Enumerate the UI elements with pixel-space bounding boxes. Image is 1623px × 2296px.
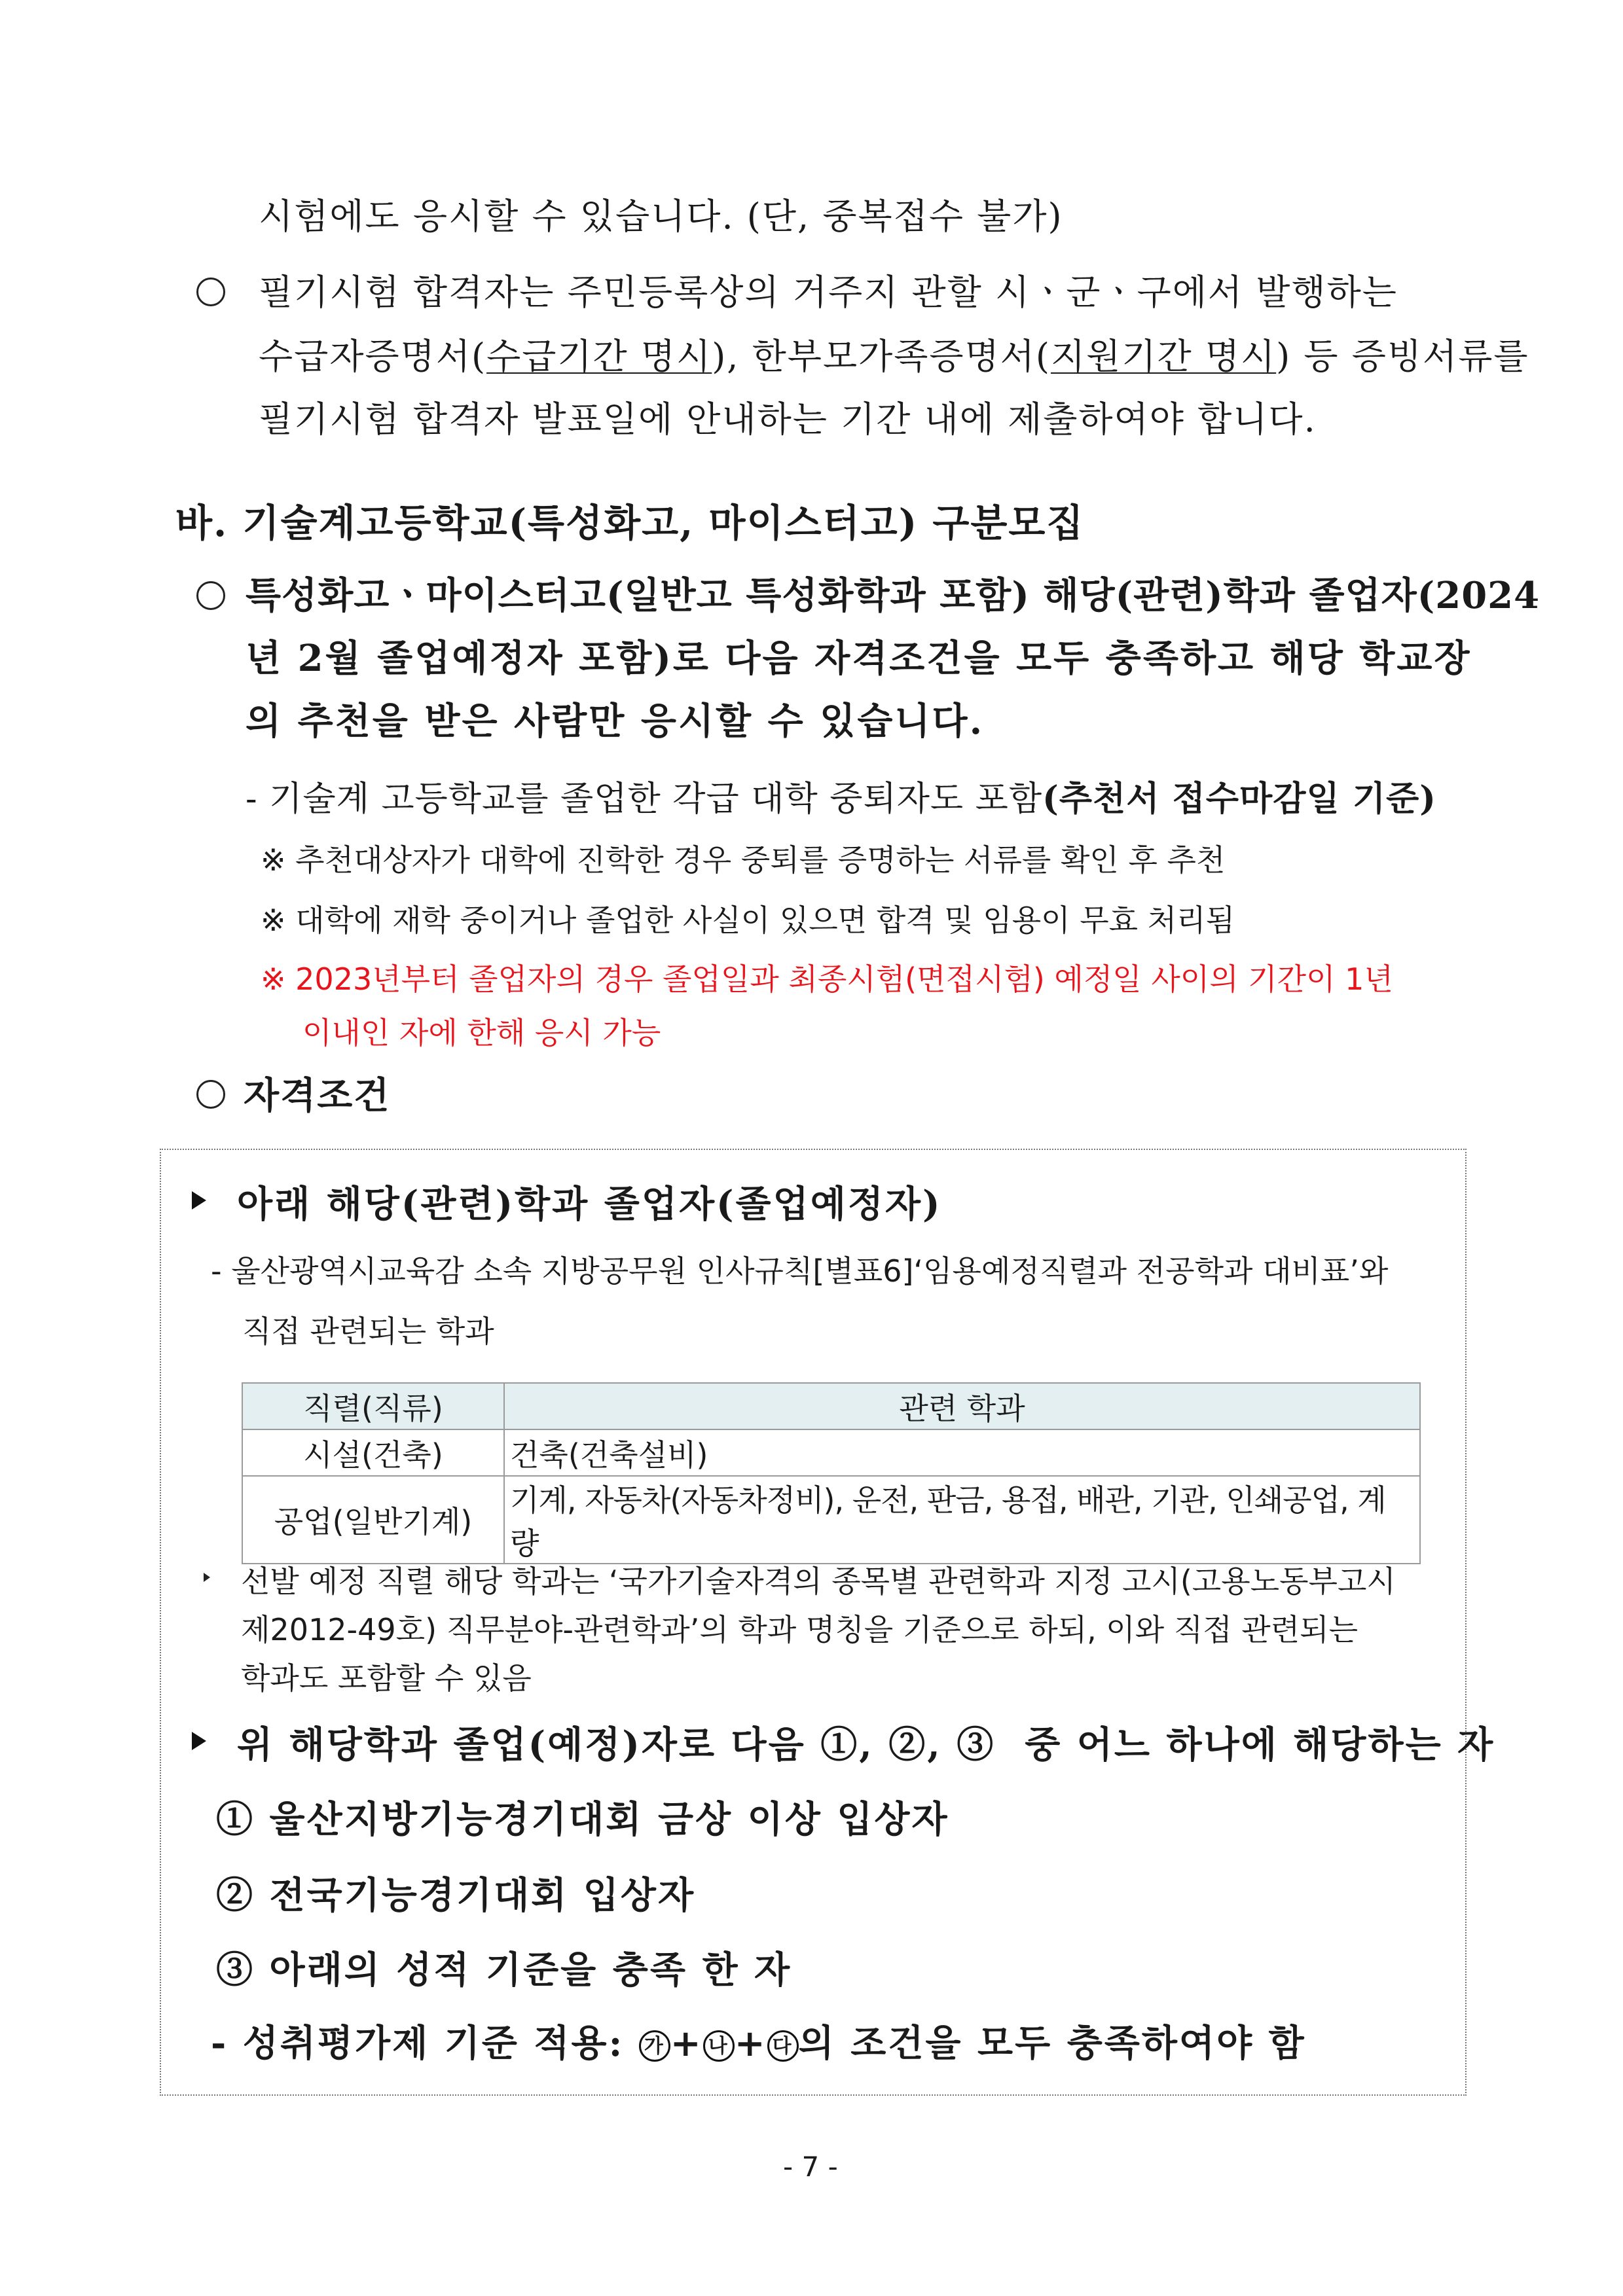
major-table (242, 1382, 1421, 1564)
circled-number-2: ② (888, 1723, 928, 1767)
circled-letter-ga: 가 (639, 2030, 670, 2062)
bullet1-line2 (259, 329, 1529, 379)
hollow-circle-bullet-icon (196, 581, 225, 610)
condition-3-mark: ③ (216, 1948, 255, 1992)
page-number: - 7 - (783, 2151, 838, 2183)
box-item2-heading-b: 중 어느 하나에 해당하는 자 (1025, 1723, 1495, 1767)
bullet1-line2-c: ) 등 증빙서류를 (1276, 336, 1529, 377)
table-cell: 건축(건축설비) (504, 1429, 1420, 1476)
final-line: - 성취평가제 기준 적용: 가 + 나 + 다 의 조건을 모두 충족하여야 함 (211, 2022, 1306, 2065)
ba-note-3-line1: ※ 2023년부터 졸업자의 경우 졸업일과 최종시험(면접시험) 예정일 사이의 기간이 1년 (261, 961, 1393, 997)
ba-dash-bold-text: (추천서 접수마감일 기준) (1042, 779, 1436, 819)
box-item1-heading: 아래 해당(관련)학과 졸업자(졸업예정자) (237, 1183, 942, 1226)
condition-1-mark: ① (216, 1798, 255, 1841)
table-header-cell: 관련 학과 (504, 1383, 1420, 1429)
final-line-b: 의 조건을 모두 충족하여야 함 (798, 2022, 1306, 2065)
box-note-line3: 학과도 포함할 수 있음 (241, 1660, 532, 1696)
table-header-cell: 직렬(직류) (242, 1383, 504, 1429)
box-item2-heading-a: 위 해당학과 졸업(예정)자로 다음 (237, 1723, 806, 1767)
ba-note-1: ※ 추천대상자가 대학에 진학한 경우 중퇴를 증명하는 서류를 확인 후 추천 (261, 842, 1226, 878)
bullet1-underline-1: 수급기간 명시 (486, 336, 712, 377)
ba-note-2: ※ 대학에 재학 중이거나 졸업한 사실이 있으면 합격 및 임용이 무효 처리됨 (261, 903, 1235, 938)
table-cell: 공업(일반기계) (242, 1476, 504, 1564)
intro-line: 시험에도 응시할 수 있습니다. (단, 중복접수 불가) (259, 196, 1063, 237)
table-row (242, 1476, 1420, 1564)
condition-3-text: 아래의 성적 기준을 충족 한 자 (269, 1948, 792, 1992)
qualification-heading: 자격조건 (244, 1074, 391, 1117)
bullet1-line2-b: ), 한부모가족증명서( (712, 336, 1051, 377)
final-line-a: - 성취평가제 기준 적용: (211, 2022, 625, 2065)
table-cell: 시설(건축) (242, 1429, 504, 1476)
condition-2-mark: ② (216, 1874, 255, 1917)
bullet1-line1 (259, 264, 1476, 315)
circled-number-3: ③ (957, 1723, 996, 1767)
bullet1-underline-2: 지원기간 명시 (1051, 336, 1277, 377)
circled-letter-da: 다 (767, 2030, 799, 2062)
table-header-row (242, 1383, 1420, 1429)
table-row (242, 1429, 1420, 1476)
bullet1-line3: 필기시험 합격자 발표일에 안내하는 기간 내에 제출하여야 합니다. (259, 399, 1317, 440)
table-cell: 기계, 자동차(자동차정비), 운전, 판금, 용접, 배관, 기관, 인쇄공업, 계량 (504, 1476, 1420, 1564)
hollow-circle-bullet-icon (196, 278, 225, 306)
ba-note-3-line2: 이내인 자에 한해 응시 가능 (302, 1015, 661, 1050)
ba-bullet-line3: 의 추천을 받은 사람만 응시할 수 있습니다. (246, 700, 985, 743)
box-note-line1: 선발 예정 직렬 해당 학과는 ‘국가기술자격의 종목별 관련학과 지정 고시(고용노동부고시 (241, 1564, 1396, 1599)
condition-1 (216, 1791, 949, 1843)
ba-bullet-line1: 특성화고ㆍ마이스터고(일반고 특성화학과 포함) 해당(관련)학과 졸업자(2024 (246, 574, 1541, 617)
section-heading-ba: 바. 기술계고등학교(특성화고, 마이스터고) 구분모집 (175, 501, 1085, 545)
ba-dash-line (246, 771, 1436, 820)
box-item1-desc-line2: 직접 관련되는 학과 (242, 1314, 494, 1349)
condition-3 (216, 1941, 792, 1994)
ba-dash-text: - 기술계 고등학교를 졸업한 각급 대학 중퇴자도 포함 (246, 780, 1043, 819)
small-triangle-bullet-icon (204, 1573, 210, 1582)
circled-letter-na: 나 (703, 2030, 735, 2062)
box-item1-desc-line1: - 울산광역시교육감 소속 지방공무원 인사규칙[별표6]‘임용예정직렬과 전공학과 대비표’와 (211, 1253, 1389, 1289)
ba-bullet-line2: 년 2월 졸업예정자 포함)로 다음 자격조건을 모두 충족하고 해당 학교장 (246, 637, 1472, 680)
box-note-line2: 제2012-49호) 직무분야-관련학과’의 학과 명칭을 기준으로 하되, 이와 직접 관련되는 (241, 1612, 1359, 1647)
hollow-circle-bullet-icon (196, 1080, 225, 1109)
bullet1-line1-text: 필기시험 합격자는 주민등록상의 거주지 관할 시ㆍ군ㆍ구에서 발행하는 (259, 272, 1398, 313)
circled-number-1: ① (820, 1723, 860, 1767)
box-item2-heading: 위 해당학과 졸업(예정)자로 다음 ①, ②, ③ 중 어느 하나에 해당하는 자 (237, 1723, 1495, 1767)
condition-2-text: 전국기능경기대회 입상자 (269, 1874, 696, 1917)
condition-2 (216, 1867, 695, 1919)
triangle-bullet-icon (192, 1191, 206, 1210)
triangle-bullet-icon (192, 1732, 206, 1750)
condition-1-text: 울산지방기능경기대회 금상 이상 입상자 (269, 1798, 949, 1841)
bullet1-line2-a: 수급자증명서( (259, 336, 487, 377)
